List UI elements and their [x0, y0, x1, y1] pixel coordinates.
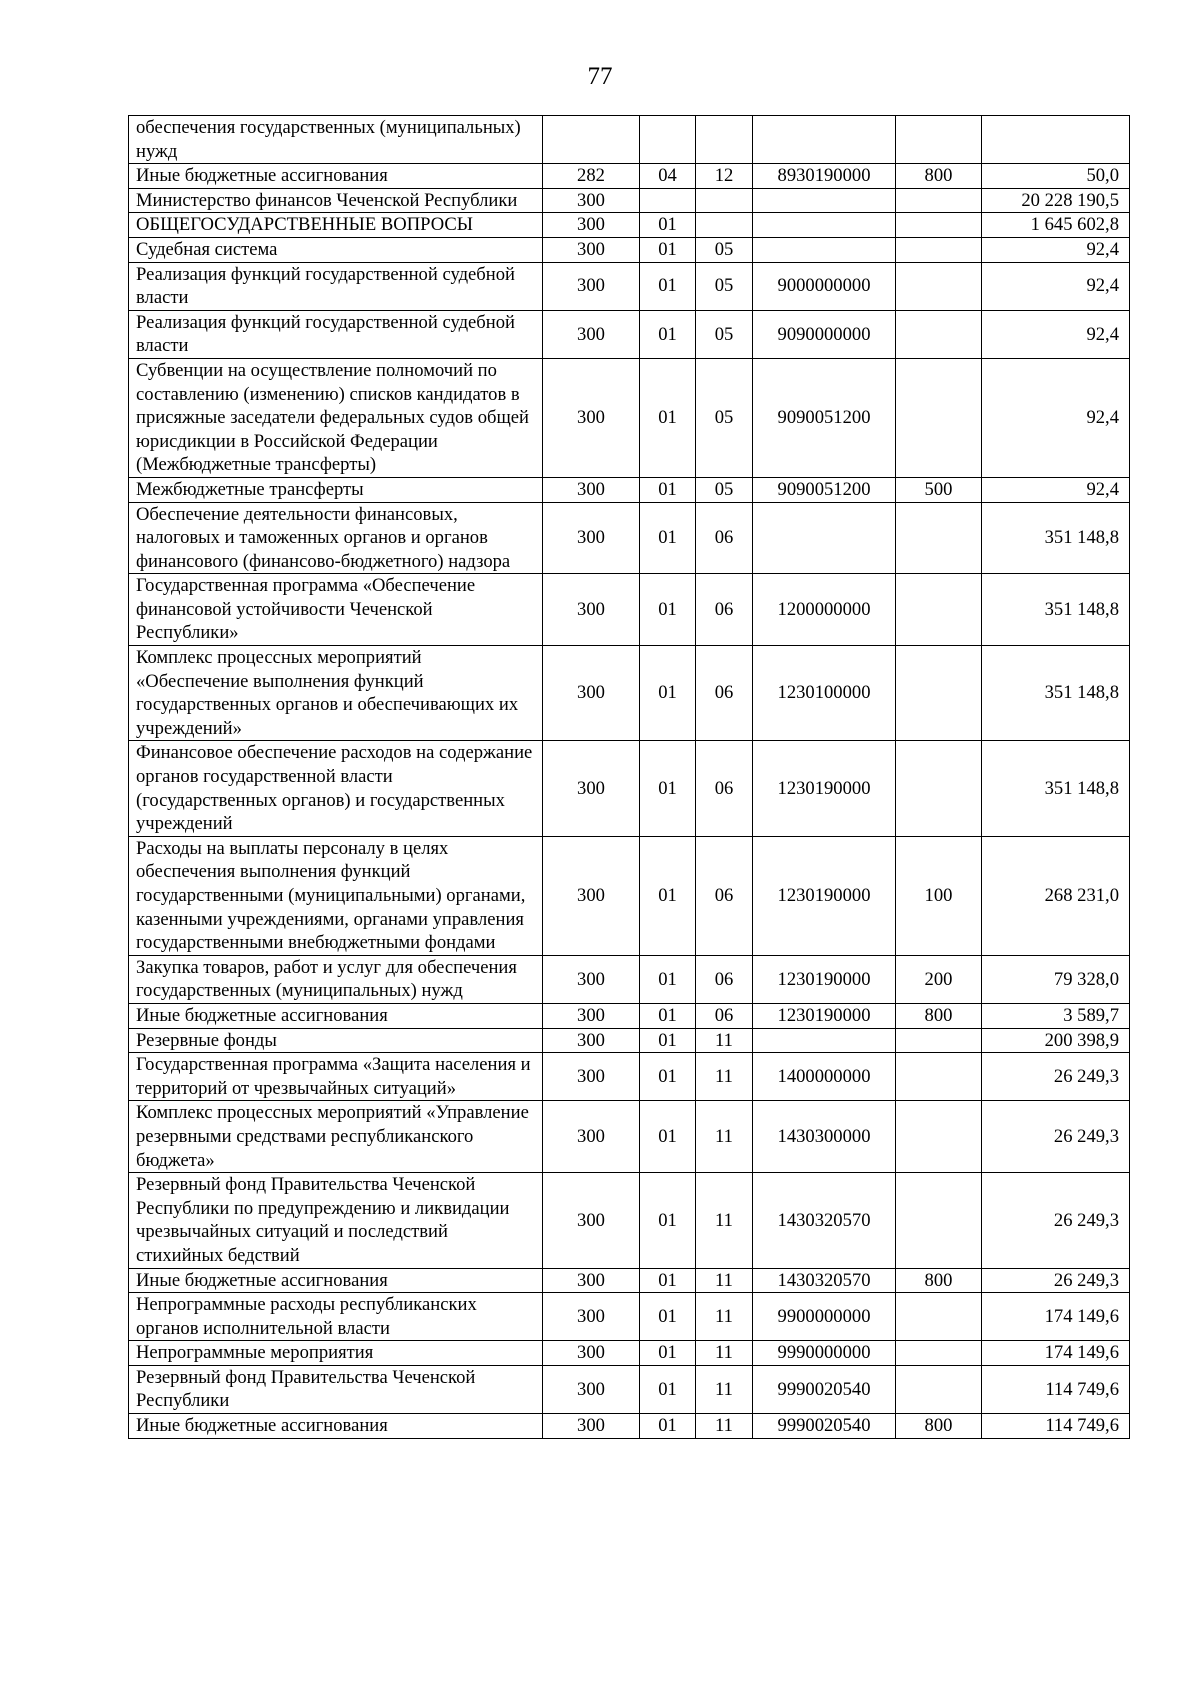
cell-name: Иные бюджетные ассигнования [129, 1414, 543, 1439]
cell-section-code: 01 [640, 574, 696, 646]
cell-target-item-code: 1230190000 [753, 955, 896, 1003]
table-row [129, 1053, 1130, 1101]
table-row [129, 1101, 1130, 1173]
cell-expense-type-code [896, 1293, 982, 1341]
cell-subsection-code: 11 [696, 1053, 753, 1101]
cell-section-code [640, 116, 696, 164]
cell-section-code: 01 [640, 955, 696, 1003]
cell-ved-code: 300 [543, 237, 640, 262]
cell-ved-code: 300 [543, 1268, 640, 1293]
cell-expense-type-code [896, 262, 982, 310]
cell-amount: 26 249,3 [982, 1101, 1130, 1173]
cell-section-code: 01 [640, 310, 696, 358]
cell-name: обеспечения государственных (муниципальных) нужд [129, 116, 543, 164]
cell-expense-type-code [896, 1028, 982, 1053]
cell-subsection-code: 11 [696, 1173, 753, 1268]
cell-ved-code [543, 116, 640, 164]
table-row [129, 237, 1130, 262]
cell-expense-type-code [896, 213, 982, 238]
cell-section-code: 01 [640, 262, 696, 310]
cell-ved-code: 300 [543, 262, 640, 310]
cell-amount: 50,0 [982, 164, 1130, 189]
cell-ved-code: 300 [543, 741, 640, 836]
cell-ved-code: 300 [543, 1003, 640, 1028]
cell-section-code: 01 [640, 1053, 696, 1101]
cell-name: Реализация функций государственной судебной власти [129, 262, 543, 310]
table-row [129, 116, 1130, 164]
cell-ved-code: 300 [543, 1101, 640, 1173]
cell-expense-type-code [896, 116, 982, 164]
cell-target-item-code: 9900000000 [753, 1293, 896, 1341]
cell-subsection-code: 11 [696, 1101, 753, 1173]
table-row [129, 836, 1130, 955]
cell-amount: 351 148,8 [982, 502, 1130, 574]
cell-target-item-code: 9990000000 [753, 1341, 896, 1366]
cell-expense-type-code: 100 [896, 836, 982, 955]
cell-section-code: 01 [640, 1293, 696, 1341]
cell-subsection-code: 11 [696, 1365, 753, 1413]
cell-subsection-code [696, 116, 753, 164]
cell-expense-type-code: 800 [896, 1003, 982, 1028]
table-row [129, 1414, 1130, 1439]
cell-amount: 174 149,6 [982, 1293, 1130, 1341]
cell-section-code: 01 [640, 477, 696, 502]
cell-expense-type-code [896, 310, 982, 358]
cell-subsection-code: 05 [696, 262, 753, 310]
cell-subsection-code: 12 [696, 164, 753, 189]
cell-name: Министерство финансов Чеченской Республики [129, 188, 543, 213]
cell-ved-code: 300 [543, 358, 640, 477]
cell-target-item-code: 1400000000 [753, 1053, 896, 1101]
cell-subsection-code: 05 [696, 477, 753, 502]
cell-expense-type-code [896, 237, 982, 262]
table-row [129, 1003, 1130, 1028]
cell-target-item-code [753, 237, 896, 262]
table-row [129, 477, 1130, 502]
cell-amount: 20 228 190,5 [982, 188, 1130, 213]
cell-target-item-code: 9000000000 [753, 262, 896, 310]
cell-name: Реализация функций государственной судебной власти [129, 310, 543, 358]
cell-section-code: 01 [640, 502, 696, 574]
cell-section-code: 01 [640, 237, 696, 262]
cell-subsection-code: 05 [696, 237, 753, 262]
cell-ved-code: 282 [543, 164, 640, 189]
cell-section-code: 01 [640, 646, 696, 741]
cell-name: Резервный фонд Правительства Чеченской Республики по предупреждению и ликвидации чрезвычайных ситуаций и последствий стихийных бедствий [129, 1173, 543, 1268]
cell-subsection-code: 06 [696, 646, 753, 741]
cell-ved-code: 300 [543, 310, 640, 358]
cell-amount: 26 249,3 [982, 1268, 1130, 1293]
cell-expense-type-code [896, 574, 982, 646]
cell-section-code: 01 [640, 1003, 696, 1028]
cell-target-item-code: 1430320570 [753, 1268, 896, 1293]
cell-target-item-code: 1200000000 [753, 574, 896, 646]
cell-ved-code: 300 [543, 1293, 640, 1341]
cell-name: Закупка товаров, работ и услуг для обеспечения государственных (муниципальных) нужд [129, 955, 543, 1003]
cell-section-code [640, 188, 696, 213]
cell-amount: 268 231,0 [982, 836, 1130, 955]
table-row [129, 310, 1130, 358]
cell-name: Непрограммные расходы республиканских органов исполнительной власти [129, 1293, 543, 1341]
cell-amount: 92,4 [982, 477, 1130, 502]
cell-ved-code: 300 [543, 477, 640, 502]
cell-subsection-code: 11 [696, 1414, 753, 1439]
cell-name: Иные бюджетные ассигнования [129, 1003, 543, 1028]
cell-amount: 351 148,8 [982, 741, 1130, 836]
table-row [129, 1268, 1130, 1293]
cell-section-code: 01 [640, 213, 696, 238]
cell-name: Межбюджетные трансферты [129, 477, 543, 502]
page-number: 77 [587, 63, 613, 90]
cell-subsection-code [696, 188, 753, 213]
cell-subsection-code: 11 [696, 1028, 753, 1053]
cell-target-item-code: 9090000000 [753, 310, 896, 358]
cell-name: Государственная программа «Обеспечение финансовой устойчивости Чеченской Республики» [129, 574, 543, 646]
budget-table [128, 115, 1130, 1439]
cell-target-item-code: 9990020540 [753, 1365, 896, 1413]
cell-subsection-code: 06 [696, 741, 753, 836]
cell-target-item-code [753, 188, 896, 213]
cell-section-code: 01 [640, 1101, 696, 1173]
cell-target-item-code [753, 116, 896, 164]
cell-name: Судебная система [129, 237, 543, 262]
cell-target-item-code: 1230190000 [753, 741, 896, 836]
cell-name: Государственная программа «Защита населения и территорий от чрезвычайных ситуаций» [129, 1053, 543, 1101]
cell-target-item-code: 1430320570 [753, 1173, 896, 1268]
table-row [129, 1173, 1130, 1268]
cell-amount: 26 249,3 [982, 1173, 1130, 1268]
cell-target-item-code: 8930190000 [753, 164, 896, 189]
cell-amount: 1 645 602,8 [982, 213, 1130, 238]
cell-name: Обеспечение деятельности финансовых, налоговых и таможенных органов и органов финансового (финансово-бюджетного) надзора [129, 502, 543, 574]
cell-name: Резервный фонд Правительства Чеченской Республики [129, 1365, 543, 1413]
table-row [129, 574, 1130, 646]
cell-section-code: 01 [640, 358, 696, 477]
cell-name: Расходы на выплаты персоналу в целях обеспечения выполнения функций государственными (муниципальными) органами, казенными учреждениями, органами управления государственными внебюджетными фондами [129, 836, 543, 955]
cell-section-code: 01 [640, 741, 696, 836]
cell-amount: 92,4 [982, 262, 1130, 310]
cell-amount: 26 249,3 [982, 1053, 1130, 1101]
cell-amount: 3 589,7 [982, 1003, 1130, 1028]
cell-name: ОБЩЕГОСУДАРСТВЕННЫЕ ВОПРОСЫ [129, 213, 543, 238]
cell-ved-code: 300 [543, 188, 640, 213]
cell-subsection-code: 05 [696, 358, 753, 477]
cell-section-code: 01 [640, 1341, 696, 1366]
cell-ved-code: 300 [543, 213, 640, 238]
table-row [129, 1341, 1130, 1366]
cell-subsection-code [696, 213, 753, 238]
table-row [129, 164, 1130, 189]
cell-ved-code: 300 [543, 1173, 640, 1268]
table-row [129, 188, 1130, 213]
table-row [129, 955, 1130, 1003]
cell-subsection-code: 06 [696, 574, 753, 646]
cell-target-item-code: 1230190000 [753, 836, 896, 955]
cell-expense-type-code: 500 [896, 477, 982, 502]
cell-expense-type-code: 800 [896, 164, 982, 189]
cell-name: Комплекс процессных мероприятий «Обеспечение выполнения функций государственных органов и обеспечивающих их учреждений» [129, 646, 543, 741]
cell-subsection-code: 06 [696, 955, 753, 1003]
cell-amount: 351 148,8 [982, 574, 1130, 646]
cell-expense-type-code [896, 1101, 982, 1173]
cell-section-code: 01 [640, 1028, 696, 1053]
table-row [129, 262, 1130, 310]
cell-target-item-code [753, 1028, 896, 1053]
cell-name: Резервные фонды [129, 1028, 543, 1053]
cell-ved-code: 300 [543, 574, 640, 646]
cell-subsection-code: 11 [696, 1341, 753, 1366]
cell-ved-code: 300 [543, 1341, 640, 1366]
cell-amount: 92,4 [982, 237, 1130, 262]
cell-expense-type-code [896, 1053, 982, 1101]
cell-target-item-code: 1230100000 [753, 646, 896, 741]
table-row [129, 1028, 1130, 1053]
cell-subsection-code: 11 [696, 1293, 753, 1341]
cell-name: Субвенции на осуществление полномочий по составлению (изменению) списков кандидатов в присяжные заседатели федеральных судов общей юрисдикции в Российской Федерации (Межбюджетные трансферты) [129, 358, 543, 477]
cell-name: Иные бюджетные ассигнования [129, 164, 543, 189]
cell-expense-type-code [896, 188, 982, 213]
cell-subsection-code: 06 [696, 836, 753, 955]
cell-target-item-code: 1230190000 [753, 1003, 896, 1028]
table-row [129, 741, 1130, 836]
cell-expense-type-code [896, 1341, 982, 1366]
cell-ved-code: 300 [543, 502, 640, 574]
cell-subsection-code: 06 [696, 1003, 753, 1028]
table-row [129, 1293, 1130, 1341]
cell-amount: 114 749,6 [982, 1365, 1130, 1413]
table-row [129, 1365, 1130, 1413]
cell-expense-type-code: 800 [896, 1414, 982, 1439]
table-row [129, 646, 1130, 741]
cell-ved-code: 300 [543, 646, 640, 741]
table-body [129, 116, 1130, 1439]
cell-amount: 200 398,9 [982, 1028, 1130, 1053]
cell-amount: 79 328,0 [982, 955, 1130, 1003]
cell-expense-type-code: 800 [896, 1268, 982, 1293]
cell-subsection-code: 11 [696, 1268, 753, 1293]
cell-name: Иные бюджетные ассигнования [129, 1268, 543, 1293]
cell-ved-code: 300 [543, 1414, 640, 1439]
cell-section-code: 01 [640, 1173, 696, 1268]
cell-target-item-code [753, 502, 896, 574]
cell-amount: 114 749,6 [982, 1414, 1130, 1439]
cell-expense-type-code [896, 646, 982, 741]
cell-expense-type-code [896, 1365, 982, 1413]
cell-name: Комплекс процессных мероприятий «Управление резервными средствами республиканского бюджета» [129, 1101, 543, 1173]
cell-amount: 92,4 [982, 310, 1130, 358]
cell-target-item-code: 9090051200 [753, 358, 896, 477]
cell-section-code: 01 [640, 1414, 696, 1439]
cell-amount: 174 149,6 [982, 1341, 1130, 1366]
cell-ved-code: 300 [543, 836, 640, 955]
cell-amount: 351 148,8 [982, 646, 1130, 741]
cell-section-code: 04 [640, 164, 696, 189]
table-row [129, 502, 1130, 574]
cell-subsection-code: 05 [696, 310, 753, 358]
cell-section-code: 01 [640, 836, 696, 955]
cell-amount: 92,4 [982, 358, 1130, 477]
cell-amount [982, 116, 1130, 164]
cell-subsection-code: 06 [696, 502, 753, 574]
cell-ved-code: 300 [543, 1028, 640, 1053]
cell-target-item-code: 9990020540 [753, 1414, 896, 1439]
table-row [129, 213, 1130, 238]
cell-target-item-code: 9090051200 [753, 477, 896, 502]
cell-name: Финансовое обеспечение расходов на содержание органов государственной власти (государственных органов) и государственных учреждений [129, 741, 543, 836]
cell-section-code: 01 [640, 1268, 696, 1293]
cell-expense-type-code: 200 [896, 955, 982, 1003]
cell-section-code: 01 [640, 1365, 696, 1413]
cell-target-item-code: 1430300000 [753, 1101, 896, 1173]
cell-expense-type-code [896, 358, 982, 477]
cell-name: Непрограммные мероприятия [129, 1341, 543, 1366]
cell-expense-type-code [896, 1173, 982, 1268]
cell-ved-code: 300 [543, 1053, 640, 1101]
cell-ved-code: 300 [543, 955, 640, 1003]
cell-expense-type-code [896, 502, 982, 574]
cell-expense-type-code [896, 741, 982, 836]
table-row [129, 358, 1130, 477]
cell-target-item-code [753, 213, 896, 238]
cell-ved-code: 300 [543, 1365, 640, 1413]
